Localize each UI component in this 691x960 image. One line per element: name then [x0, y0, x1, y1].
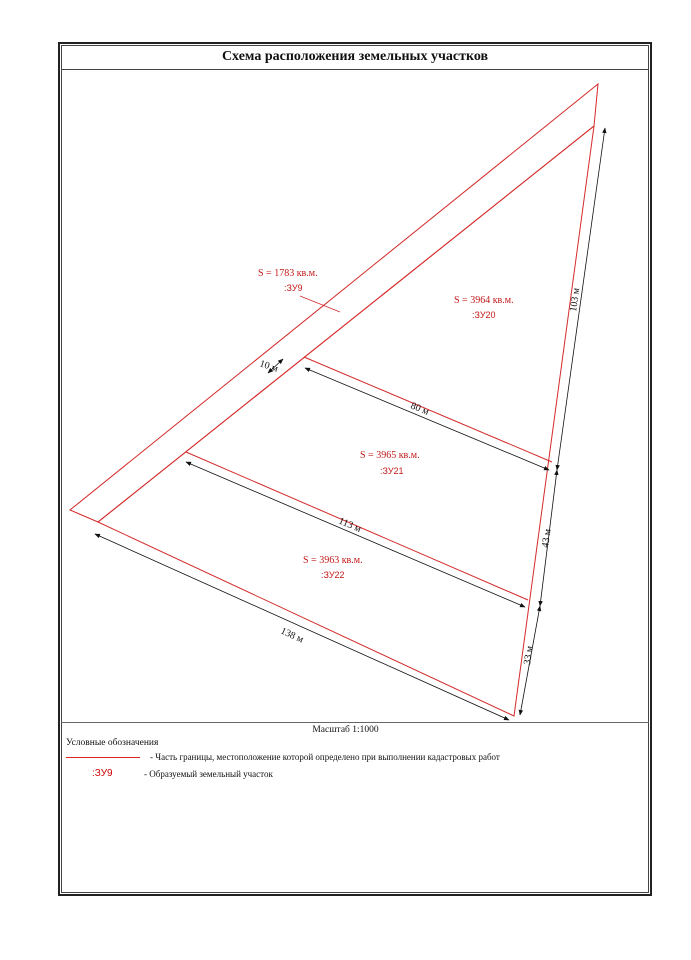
- dim-line-103: [557, 128, 605, 470]
- scale-label: Масштаб 1:1000: [312, 725, 379, 735]
- dim-line-80: [305, 368, 549, 470]
- legend-separator: [61, 722, 649, 723]
- legend-boundary-text: - Часть границы, местоположение которой определено при выполнении кадастровых работ: [150, 752, 500, 762]
- parcel-code-zu20: :ЗУ20: [472, 310, 496, 320]
- parcel-code-zu9: :ЗУ9: [284, 283, 303, 293]
- dim-label-138: 138 м: [278, 625, 306, 646]
- dim-label-43: 43 м: [540, 528, 554, 549]
- dim-label-113: 113 м: [336, 515, 363, 535]
- leader-zu9: [300, 296, 340, 312]
- dim-line-138: [95, 534, 509, 720]
- dim-line-113: [186, 462, 525, 607]
- legend-heading: Условные обозначения: [66, 738, 159, 748]
- page-title: Схема расположения земельных участков: [61, 45, 649, 70]
- parcel-zu9-boundary: [70, 84, 598, 522]
- boundary-line-swatch: [66, 757, 140, 758]
- parcel-outer-boundary: [98, 126, 594, 716]
- legend-parcel-code: :ЗУ9: [92, 768, 113, 779]
- legend-item-boundary: [66, 752, 500, 762]
- legend-parcel-text: - Образуемый земельный участок: [144, 768, 273, 779]
- dim-label-80: 80 м: [408, 400, 431, 418]
- parcel-area-zu9: S = 1783 кв.м.: [258, 268, 318, 279]
- dim-label-33: 33 м: [522, 645, 536, 666]
- parcel-code-zu22: :ЗУ22: [321, 570, 345, 580]
- legend-item-parcel: [66, 768, 273, 779]
- parcel-area-zu20: S = 3964 кв.м.: [454, 295, 514, 306]
- dim-label-10: 10 м: [258, 358, 280, 375]
- parcel-area-zu22: S = 3963 кв.м.: [303, 555, 363, 566]
- parcel-area-zu21: S = 3965 кв.м.: [360, 450, 420, 461]
- dim-label-103: 103 м: [568, 287, 583, 313]
- parcel-code-zu21: :ЗУ21: [380, 466, 404, 476]
